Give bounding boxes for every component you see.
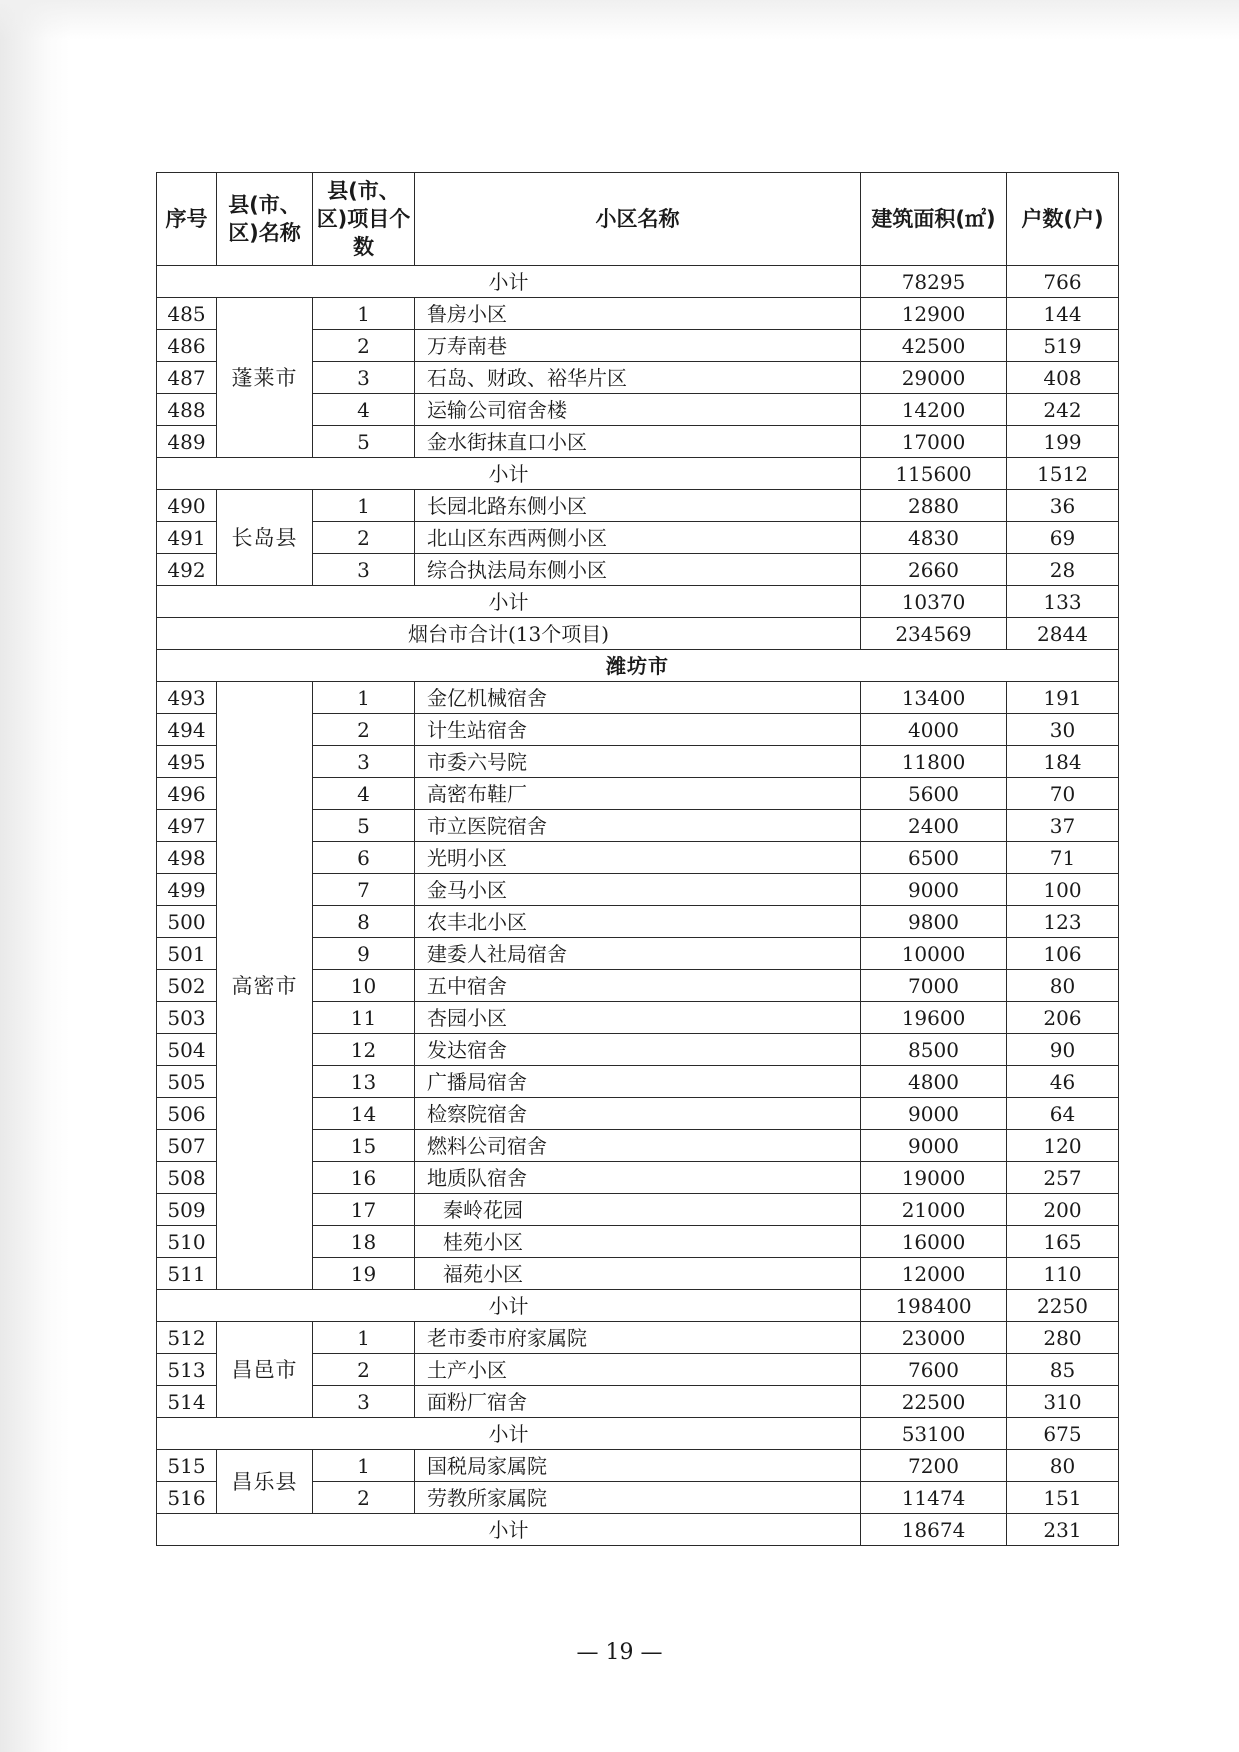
seq-cell: 489 — [157, 426, 217, 458]
seq-cell: 501 — [157, 938, 217, 970]
table-row — [157, 682, 1119, 714]
section-title: 潍坊市 — [157, 650, 1119, 682]
floor-area-cell: 12000 — [861, 1258, 1007, 1290]
subtotal-row — [157, 266, 1119, 298]
community-name-cell: 长园北路东侧小区 — [415, 490, 861, 522]
subtotal-label: 小计 — [157, 458, 861, 490]
households-cell: 519 — [1007, 330, 1119, 362]
community-name-cell: 检察院宿舍 — [415, 1098, 861, 1130]
floor-area-cell: 22500 — [861, 1386, 1007, 1418]
households-cell: 231 — [1007, 1514, 1119, 1546]
project-index-cell: 4 — [313, 778, 415, 810]
community-name-cell: 综合执法局东侧小区 — [415, 554, 861, 586]
households-cell: 69 — [1007, 522, 1119, 554]
seq-cell: 491 — [157, 522, 217, 554]
project-index-cell: 17 — [313, 1194, 415, 1226]
floor-area-cell: 115600 — [861, 458, 1007, 490]
households-cell: 71 — [1007, 842, 1119, 874]
floor-area-cell: 198400 — [861, 1290, 1007, 1322]
seq-cell: 516 — [157, 1482, 217, 1514]
households-cell: 1512 — [1007, 458, 1119, 490]
community-name-cell: 地质队宿舍 — [415, 1162, 861, 1194]
subtotal-label: 小计 — [157, 266, 861, 298]
project-index-cell: 3 — [313, 554, 415, 586]
project-index-cell: 16 — [313, 1162, 415, 1194]
community-name-cell: 市立医院宿舍 — [415, 810, 861, 842]
community-name-cell: 高密布鞋厂 — [415, 778, 861, 810]
floor-area-cell: 11474 — [861, 1482, 1007, 1514]
header-households: 户数(户) — [1007, 173, 1119, 266]
community-name-cell: 福苑小区 — [415, 1258, 861, 1290]
seq-cell: 508 — [157, 1162, 217, 1194]
project-index-cell: 4 — [313, 394, 415, 426]
project-index-cell: 2 — [313, 1482, 415, 1514]
households-cell: 80 — [1007, 1450, 1119, 1482]
floor-area-cell: 4800 — [861, 1066, 1007, 1098]
seq-cell: 490 — [157, 490, 217, 522]
households-cell: 151 — [1007, 1482, 1119, 1514]
floor-area-cell: 13400 — [861, 682, 1007, 714]
subtotal-row — [157, 1418, 1119, 1450]
housing-project-table — [156, 172, 1119, 1546]
seq-cell: 488 — [157, 394, 217, 426]
seq-cell: 498 — [157, 842, 217, 874]
community-name-cell: 国税局家属院 — [415, 1450, 861, 1482]
households-cell: 199 — [1007, 426, 1119, 458]
community-name-cell: 老市委市府家属院 — [415, 1322, 861, 1354]
subtotal-label: 小计 — [157, 1418, 861, 1450]
subtotal-row — [157, 1290, 1119, 1322]
seq-cell: 495 — [157, 746, 217, 778]
households-cell: 70 — [1007, 778, 1119, 810]
project-index-cell: 7 — [313, 874, 415, 906]
households-cell: 257 — [1007, 1162, 1119, 1194]
community-name-cell: 劳教所家属院 — [415, 1482, 861, 1514]
floor-area-cell: 4000 — [861, 714, 1007, 746]
page-number: — 19 — — [576, 1640, 663, 1665]
seq-cell: 503 — [157, 1002, 217, 1034]
seq-cell: 499 — [157, 874, 217, 906]
floor-area-cell: 42500 — [861, 330, 1007, 362]
community-name-cell: 杏园小区 — [415, 1002, 861, 1034]
project-index-cell: 3 — [313, 362, 415, 394]
households-cell: 766 — [1007, 266, 1119, 298]
seq-cell: 510 — [157, 1226, 217, 1258]
floor-area-cell: 9000 — [861, 1098, 1007, 1130]
table-row — [157, 298, 1119, 330]
header-row — [157, 173, 1119, 266]
floor-area-cell: 19000 — [861, 1162, 1007, 1194]
households-cell: 206 — [1007, 1002, 1119, 1034]
city-total-row — [157, 618, 1119, 650]
households-cell: 133 — [1007, 586, 1119, 618]
households-cell: 165 — [1007, 1226, 1119, 1258]
seq-cell: 487 — [157, 362, 217, 394]
seq-cell: 511 — [157, 1258, 217, 1290]
households-cell: 191 — [1007, 682, 1119, 714]
floor-area-cell: 17000 — [861, 426, 1007, 458]
header-county: 县(市、区)名称 — [217, 173, 313, 266]
header-seq: 序号 — [157, 173, 217, 266]
households-cell: 90 — [1007, 1034, 1119, 1066]
table-body — [157, 266, 1119, 1546]
subtotal-label: 小计 — [157, 1514, 861, 1546]
households-cell: 37 — [1007, 810, 1119, 842]
county-cell: 昌乐县 — [217, 1450, 313, 1514]
project-index-cell: 2 — [313, 1354, 415, 1386]
seq-cell: 496 — [157, 778, 217, 810]
table-row — [157, 1450, 1119, 1482]
households-cell: 46 — [1007, 1066, 1119, 1098]
households-cell: 408 — [1007, 362, 1119, 394]
table-row — [157, 490, 1119, 522]
project-index-cell: 11 — [313, 1002, 415, 1034]
floor-area-cell: 12900 — [861, 298, 1007, 330]
households-cell: 200 — [1007, 1194, 1119, 1226]
section-row — [157, 650, 1119, 682]
floor-area-cell: 21000 — [861, 1194, 1007, 1226]
project-index-cell: 19 — [313, 1258, 415, 1290]
seq-cell: 500 — [157, 906, 217, 938]
community-name-cell: 万寿南巷 — [415, 330, 861, 362]
city-total-label: 烟台市合计(13个项目) — [157, 618, 861, 650]
community-name-cell: 广播局宿舍 — [415, 1066, 861, 1098]
project-index-cell: 3 — [313, 1386, 415, 1418]
community-name-cell: 石岛、财政、裕华片区 — [415, 362, 861, 394]
project-index-cell: 6 — [313, 842, 415, 874]
community-name-cell: 土产小区 — [415, 1354, 861, 1386]
project-index-cell: 1 — [313, 490, 415, 522]
county-cell: 高密市 — [217, 682, 313, 1290]
county-cell: 长岛县 — [217, 490, 313, 586]
households-cell: 64 — [1007, 1098, 1119, 1130]
table-row — [157, 1322, 1119, 1354]
floor-area-cell: 9800 — [861, 906, 1007, 938]
community-name-cell: 金水街抹直口小区 — [415, 426, 861, 458]
floor-area-cell: 7600 — [861, 1354, 1007, 1386]
floor-area-cell: 18674 — [861, 1514, 1007, 1546]
seq-cell: 512 — [157, 1322, 217, 1354]
households-cell: 242 — [1007, 394, 1119, 426]
floor-area-cell: 234569 — [861, 618, 1007, 650]
floor-area-cell: 29000 — [861, 362, 1007, 394]
project-index-cell: 3 — [313, 746, 415, 778]
subtotal-label: 小计 — [157, 586, 861, 618]
households-cell: 120 — [1007, 1130, 1119, 1162]
project-index-cell: 10 — [313, 970, 415, 1002]
project-index-cell: 14 — [313, 1098, 415, 1130]
households-cell: 2250 — [1007, 1290, 1119, 1322]
project-index-cell: 13 — [313, 1066, 415, 1098]
seq-cell: 506 — [157, 1098, 217, 1130]
floor-area-cell: 9000 — [861, 874, 1007, 906]
households-cell: 110 — [1007, 1258, 1119, 1290]
project-index-cell: 18 — [313, 1226, 415, 1258]
households-cell: 85 — [1007, 1354, 1119, 1386]
floor-area-cell: 7000 — [861, 970, 1007, 1002]
project-index-cell: 2 — [313, 522, 415, 554]
floor-area-cell: 14200 — [861, 394, 1007, 426]
community-name-cell: 北山区东西两侧小区 — [415, 522, 861, 554]
project-index-cell: 1 — [313, 1322, 415, 1354]
seq-cell: 509 — [157, 1194, 217, 1226]
project-index-cell: 2 — [313, 714, 415, 746]
households-cell: 123 — [1007, 906, 1119, 938]
project-index-cell: 1 — [313, 298, 415, 330]
community-name-cell: 计生站宿舍 — [415, 714, 861, 746]
seq-cell: 513 — [157, 1354, 217, 1386]
households-cell: 144 — [1007, 298, 1119, 330]
households-cell: 280 — [1007, 1322, 1119, 1354]
header-community-name: 小区名称 — [415, 173, 861, 266]
floor-area-cell: 5600 — [861, 778, 1007, 810]
project-index-cell: 1 — [313, 682, 415, 714]
floor-area-cell: 4830 — [861, 522, 1007, 554]
seq-cell: 493 — [157, 682, 217, 714]
floor-area-cell: 7200 — [861, 1450, 1007, 1482]
floor-area-cell: 10370 — [861, 586, 1007, 618]
header-project-count: 县(市、区)项目个数 — [313, 173, 415, 266]
scan-shadow — [0, 0, 1239, 40]
floor-area-cell: 2880 — [861, 490, 1007, 522]
community-name-cell: 市委六号院 — [415, 746, 861, 778]
floor-area-cell: 6500 — [861, 842, 1007, 874]
seq-cell: 494 — [157, 714, 217, 746]
households-cell: 30 — [1007, 714, 1119, 746]
community-name-cell: 农丰北小区 — [415, 906, 861, 938]
subtotal-row — [157, 1514, 1119, 1546]
community-name-cell: 秦岭花园 — [415, 1194, 861, 1226]
seq-cell: 515 — [157, 1450, 217, 1482]
seq-cell: 485 — [157, 298, 217, 330]
project-index-cell: 5 — [313, 426, 415, 458]
floor-area-cell: 19600 — [861, 1002, 1007, 1034]
seq-cell: 504 — [157, 1034, 217, 1066]
seq-cell: 507 — [157, 1130, 217, 1162]
community-name-cell: 建委人社局宿舍 — [415, 938, 861, 970]
project-index-cell: 12 — [313, 1034, 415, 1066]
community-name-cell: 运输公司宿舍楼 — [415, 394, 861, 426]
households-cell: 36 — [1007, 490, 1119, 522]
project-index-cell: 2 — [313, 330, 415, 362]
floor-area-cell: 9000 — [861, 1130, 1007, 1162]
households-cell: 184 — [1007, 746, 1119, 778]
community-name-cell: 鲁房小区 — [415, 298, 861, 330]
header-floor-area: 建筑面积(㎡) — [861, 173, 1007, 266]
seq-cell: 514 — [157, 1386, 217, 1418]
community-name-cell: 发达宿舍 — [415, 1034, 861, 1066]
floor-area-cell: 23000 — [861, 1322, 1007, 1354]
floor-area-cell: 2660 — [861, 554, 1007, 586]
project-index-cell: 1 — [313, 1450, 415, 1482]
county-cell: 昌邑市 — [217, 1322, 313, 1418]
project-index-cell: 5 — [313, 810, 415, 842]
county-cell: 蓬莱市 — [217, 298, 313, 458]
floor-area-cell: 11800 — [861, 746, 1007, 778]
households-cell: 675 — [1007, 1418, 1119, 1450]
project-index-cell: 15 — [313, 1130, 415, 1162]
community-name-cell: 金亿机械宿舍 — [415, 682, 861, 714]
households-cell: 310 — [1007, 1386, 1119, 1418]
project-index-cell: 9 — [313, 938, 415, 970]
subtotal-row — [157, 586, 1119, 618]
floor-area-cell: 16000 — [861, 1226, 1007, 1258]
subtotal-row — [157, 458, 1119, 490]
floor-area-cell: 78295 — [861, 266, 1007, 298]
seq-cell: 486 — [157, 330, 217, 362]
community-name-cell: 桂苑小区 — [415, 1226, 861, 1258]
households-cell: 100 — [1007, 874, 1119, 906]
project-index-cell: 8 — [313, 906, 415, 938]
seq-cell: 492 — [157, 554, 217, 586]
households-cell: 106 — [1007, 938, 1119, 970]
floor-area-cell: 8500 — [861, 1034, 1007, 1066]
households-cell: 28 — [1007, 554, 1119, 586]
floor-area-cell: 53100 — [861, 1418, 1007, 1450]
community-name-cell: 面粉厂宿舍 — [415, 1386, 861, 1418]
seq-cell: 502 — [157, 970, 217, 1002]
community-name-cell: 五中宿舍 — [415, 970, 861, 1002]
floor-area-cell: 2400 — [861, 810, 1007, 842]
community-name-cell: 金马小区 — [415, 874, 861, 906]
households-cell: 80 — [1007, 970, 1119, 1002]
seq-cell: 505 — [157, 1066, 217, 1098]
households-cell: 2844 — [1007, 618, 1119, 650]
community-name-cell: 光明小区 — [415, 842, 861, 874]
table-header — [157, 173, 1119, 266]
seq-cell: 497 — [157, 810, 217, 842]
community-name-cell: 燃料公司宿舍 — [415, 1130, 861, 1162]
subtotal-label: 小计 — [157, 1290, 861, 1322]
floor-area-cell: 10000 — [861, 938, 1007, 970]
